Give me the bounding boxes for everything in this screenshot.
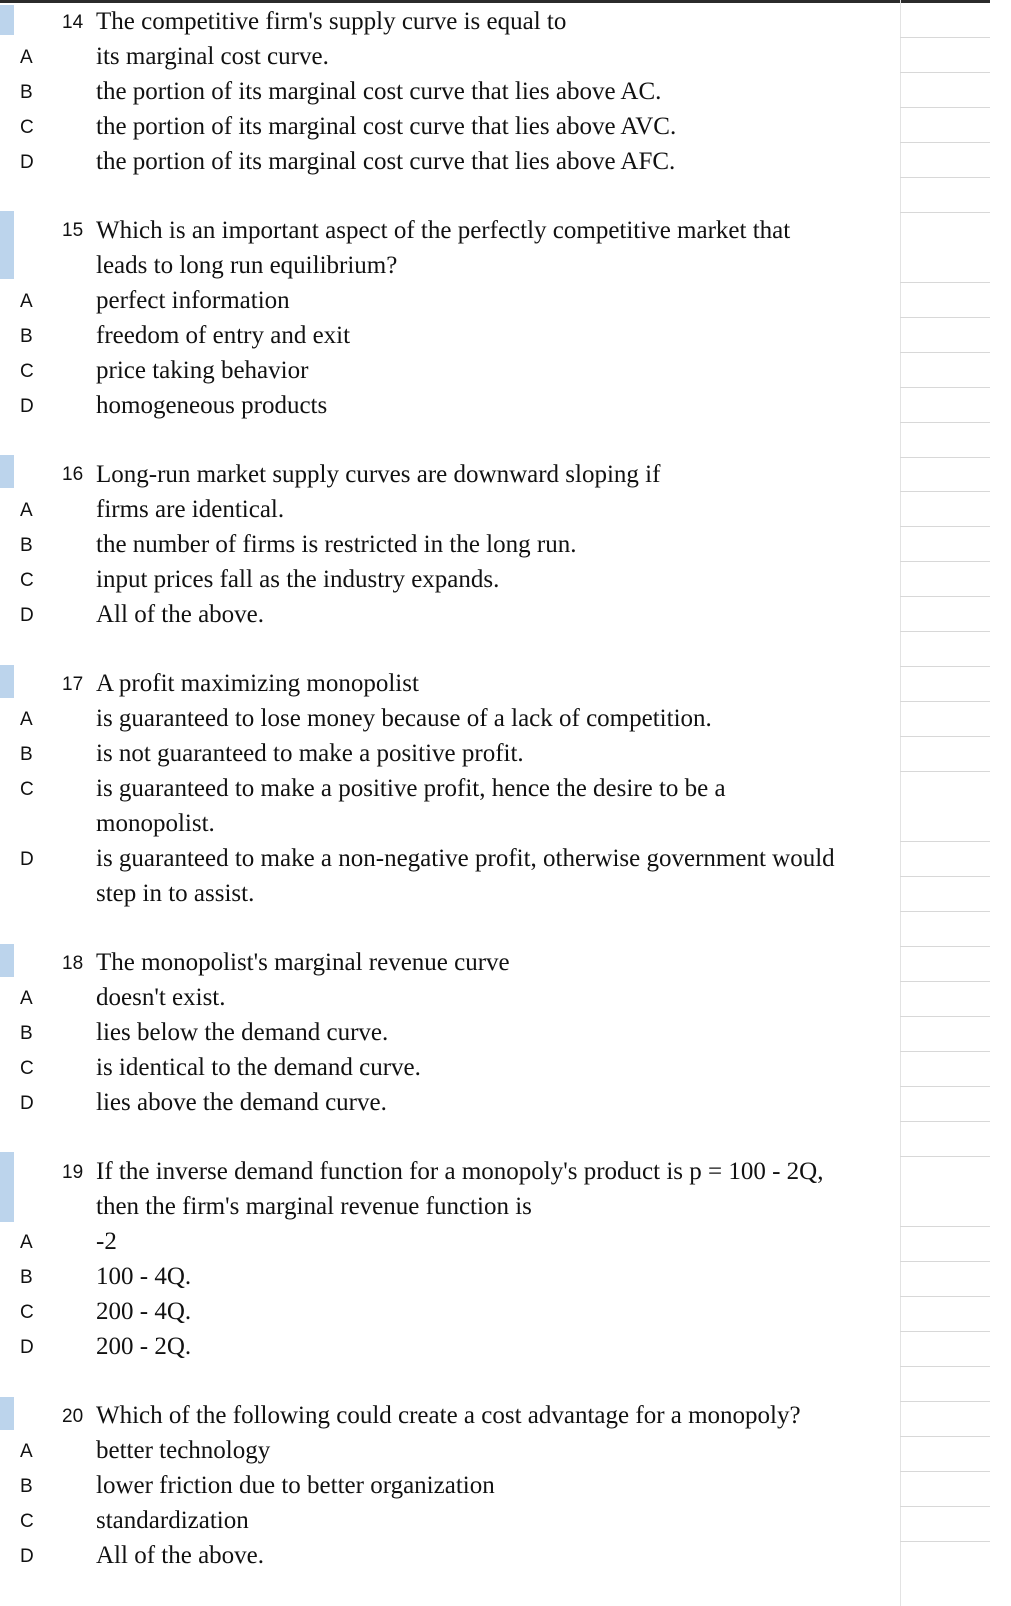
option-letter: A [20,1232,33,1253]
option-text: lower friction due to better organization [96,1472,495,1499]
cell-row-line [900,1471,990,1472]
option-text: its marginal cost curve. [96,43,329,70]
option-text: All of the above. [96,1542,265,1569]
option-letter: A [20,709,33,730]
cell-row-line [900,72,990,73]
option-letter: A [20,47,33,68]
cell-row-line [900,841,990,842]
cell-row-line [900,1436,990,1437]
cell-row-line [900,387,990,388]
row-selection-indicator[interactable] [0,455,14,488]
option-letter: C [20,1302,34,1323]
option-letter: A [20,500,33,521]
row-selection-indicator[interactable] [0,211,14,279]
row-selection-indicator[interactable] [0,5,14,35]
question-number: 18 [62,953,84,974]
option-letter: D [20,849,34,870]
cell-row-line [900,422,990,423]
option-text: is guaranteed to make a positive profit, hence the desire to be a [96,775,726,802]
question-text-continued: leads to long run equilibrium? [96,252,398,279]
cell-row-line [900,1541,990,1542]
question-number: 14 [62,12,84,33]
option-letter: C [20,570,34,591]
question-text: The monopolist's marginal revenue curve [96,949,510,976]
cell-row-line [900,631,990,632]
cell-row-line [900,561,990,562]
cell-row-line [900,107,990,108]
question-number: 20 [62,1406,84,1427]
option-letter: D [20,1546,34,1567]
cell-row-line [900,37,990,38]
cell-row-line [900,876,990,877]
cell-row-line [900,736,990,737]
row-selection-indicator[interactable] [0,665,14,698]
cell-row-line [900,1051,990,1052]
option-text: doesn't exist. [96,984,226,1011]
cell-row-line [900,1156,990,1157]
option-letter: B [20,1476,33,1497]
option-text: the portion of its marginal cost curve that lies above AVC. [96,113,677,140]
option-letter: D [20,1337,34,1358]
option-letter: C [20,1058,34,1079]
option-letter: B [20,82,33,103]
option-text: firms are identical. [96,496,285,523]
option-letter: A [20,988,33,1009]
cell-row-line [900,177,990,178]
option-text: freedom of entry and exit [96,322,351,349]
cell-row-line [900,1366,990,1367]
cell-row-line [900,596,990,597]
option-letter: B [20,1023,33,1044]
option-text: 200 - 2Q. [96,1333,192,1360]
cell-row-line [900,491,990,492]
option-letter: D [20,396,34,417]
cell-row-line [900,1226,990,1227]
option-letter: D [20,152,34,173]
cell-row-line [900,946,990,947]
cell-row-line [900,352,990,353]
row-selection-indicator[interactable] [0,944,14,977]
cell-row-line [900,1261,990,1262]
question-text: Which is an important aspect of the perfectly competitive market that [96,217,791,244]
option-text: is guaranteed to lose money because of a lack of competition. [96,705,712,732]
option-text: homogeneous products [96,392,328,419]
cell-row-line [900,457,990,458]
cell-row-line [900,1016,990,1017]
question-text: Which of the following could create a cost advantage for a monopoly? [96,1402,801,1429]
option-letter: D [20,605,34,626]
cell-row-line [900,1401,990,1402]
option-letter: D [20,1093,34,1114]
option-text: perfect information [96,287,290,314]
option-text: lies below the demand curve. [96,1019,389,1046]
cell-row-line [900,771,990,772]
cell-row-line [900,701,990,702]
option-text-continued: monopolist. [96,810,215,837]
question-text: A profit maximizing monopolist [96,670,419,697]
cell-row-line [900,1506,990,1507]
row-selection-indicator[interactable] [0,1152,14,1222]
option-letter: C [20,361,34,382]
cell-row-line [900,1296,990,1297]
cell-row-line [900,526,990,527]
option-text: the portion of its marginal cost curve that lies above AC. [96,78,662,105]
option-letter: C [20,117,34,138]
option-letter: B [20,744,33,765]
cell-row-line [900,666,990,667]
option-text: is not guaranteed to make a positive profit. [96,740,524,767]
question-number: 17 [62,674,84,695]
option-text: All of the above. [96,601,265,628]
option-text-continued: step in to assist. [96,880,255,907]
top-border [0,0,990,3]
option-text: better technology [96,1437,271,1464]
question-text: Long-run market supply curves are downward sloping if [96,461,661,488]
cell-row-line [900,911,990,912]
option-letter: A [20,291,33,312]
question-text: The competitive firm's supply curve is equal to [96,8,567,35]
option-text: is guaranteed to make a non-negative profit, otherwise government would [96,845,835,872]
option-text: 200 - 4Q. [96,1298,192,1325]
option-letter: B [20,326,33,347]
question-number: 16 [62,464,84,485]
option-text: standardization [96,1507,249,1534]
question-number: 19 [62,1162,84,1183]
option-text: the portion of its marginal cost curve that lies above AFC. [96,148,676,175]
question-number: 15 [62,220,84,241]
option-text: is identical to the demand curve. [96,1054,421,1081]
cell-row-line [900,1086,990,1087]
cell-row-line [900,1121,990,1122]
option-text: 100 - 4Q. [96,1263,192,1290]
cell-row-line [900,981,990,982]
option-text: -2 [96,1228,117,1255]
question-text-continued: then the firm's marginal revenue function is [96,1193,532,1220]
cell-row-line [900,1331,990,1332]
question-text: If the inverse demand function for a monopoly's product is p = 100 - 2Q, [96,1158,824,1185]
row-selection-indicator[interactable] [0,1397,14,1430]
option-letter: B [20,535,33,556]
option-text: input prices fall as the industry expands. [96,566,500,593]
option-letter: C [20,1511,34,1532]
option-text: the number of firms is restricted in the long run. [96,531,577,558]
option-text: lies above the demand curve. [96,1089,387,1116]
cell-row-line [900,142,990,143]
option-letter: B [20,1267,33,1288]
option-letter: C [20,779,34,800]
cell-row-line [900,282,990,283]
option-letter: A [20,1441,33,1462]
cell-row-line [900,317,990,318]
cell-row-line [900,212,990,213]
option-text: price taking behavior [96,357,309,384]
